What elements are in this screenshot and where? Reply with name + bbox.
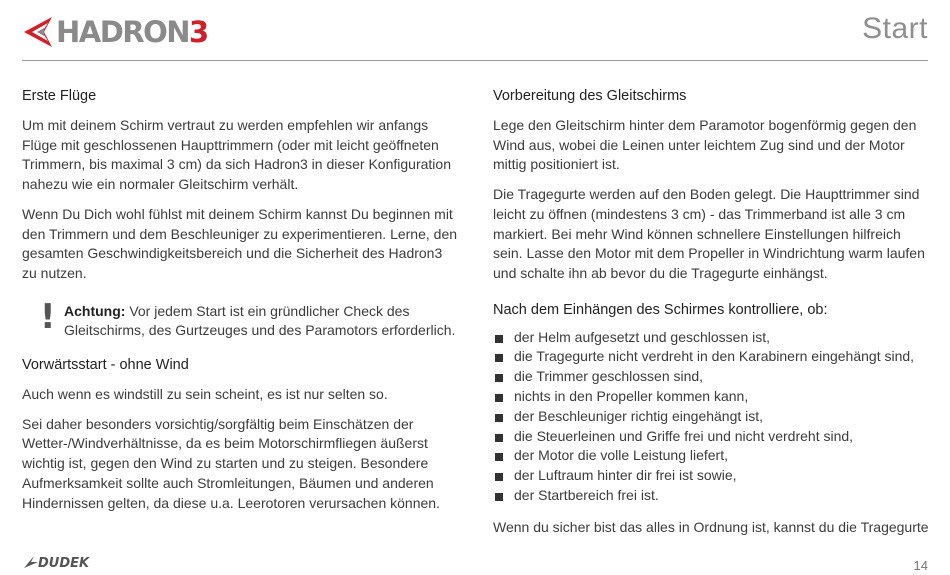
paragraph-erste-fluege-1: Um mit deinem Schirm vertraut zu werden empfehlen wir anfangs Flüge mit geschlossenen Haupttrimmern (oder mit leicht geöffneten Trimmern, bis maximal 3 cm) da sich Hadron3 in dieser Konfiguration nahezu wie ein normaler Gleitschirm verhält. [22, 117, 451, 193]
dudek-logo [22, 553, 94, 571]
warning-body: Vor jedem Start ist ein gründlicher Check des Gleitschirms, des Gurtzeuges und des Paramotors erforderlich. [64, 302, 456, 339]
list-item [493, 446, 929, 466]
heading-vorwaertsstart: Vorwärtsstart - ohne Wind [22, 357, 189, 374]
warning-note [22, 296, 462, 341]
list-item-text: die Tragegurte nicht verdreht in den Karabinern eingehängt sind, [514, 348, 915, 365]
paragraph-vorbereitung-2: Die Tragegurte werden auf den Boden gelegt. Die Haupttrimmer sind leicht zu öffnen (mindestens 3 cm) - das Trimmerband ist alle 3 cm markiert. Bei mehr Wind können schnellere Einstellungen hilfreich sein. Lasse den Motor mit dem Propeller in Windrichtung warm laufen und schalte ihn ab bevor du die Tragegurte einhängst. [493, 186, 925, 281]
page-number: 14 [913, 558, 928, 573]
square-bullet-icon [495, 374, 503, 382]
list-item-text: die Trimmer geschlossen sind, [514, 368, 704, 385]
logo-brand-text: HADRON [56, 14, 190, 49]
preflight-checklist [493, 328, 929, 506]
paragraph-vorwaertsstart-2: Sei daher besonders vorsichtig/sorgfältig beim Einschätzen der Wetter-/Windverhältnisse, da es beim Motorschirmfliegen äußerst wichtig ist, gegen den Wind zu starten und zu steigen. Besondere Aufmerksamkeit sollte auch Stromleitungen, Bäumen und anderen Hindernissen gelten, da diese u.a. Leerotoren verursachen können. [22, 415, 440, 511]
list-item [493, 328, 929, 348]
list-item-text: der Motor die volle Leistung liefert, [514, 447, 728, 464]
list-item-text: der Beschleuniger richtig eingehängt ist, [514, 407, 764, 424]
header-divider [22, 60, 928, 61]
paragraph-closing: Wenn du sicher bist das alles in Ordnung ist, kannst du die Tragegurte [493, 518, 929, 535]
list-item-text: der Luftraum hinter dir frei ist sowie, [514, 467, 737, 484]
list-item [493, 407, 929, 427]
paragraph-erste-fluege-2-main: Wenn Du Dich wohl fühlst mit deinem Schirm kannst Du beginnen mit den Trimmern und dem Beschleuniger zu experimentieren. Lerne, den gesamten Geschwindigkeitsbereich und die Sicherheit des Hadron3 [22, 205, 458, 262]
warning-label: Achtung: [64, 302, 126, 319]
square-bullet-icon [495, 453, 503, 461]
list-item [493, 427, 929, 447]
list-item-text: die Steuerleinen und Griffe frei und nicht verdreht sind, [514, 427, 854, 444]
list-item [493, 367, 929, 387]
list-item [493, 486, 929, 506]
right-column [493, 86, 929, 548]
hadron3-logo [22, 13, 208, 51]
hadron-arrow-icon [22, 15, 54, 49]
square-bullet-icon [495, 354, 503, 362]
logo-wordmark [56, 14, 208, 49]
heading-erste-fluege: Erste Flüge [22, 88, 97, 104]
square-bullet-icon [495, 414, 503, 422]
logo-brand-number: 3 [189, 14, 208, 49]
list-item [493, 347, 929, 367]
warning-text [64, 302, 462, 341]
paragraph-vorbereitung-1: Lege den Gleitschirm hinter dem Paramotor bogenförmig gegen den Wind aus, wobei die Leinen unter leichtem Zug sind und der Motor mittig positioniert ist. [493, 117, 917, 173]
square-bullet-icon [495, 335, 503, 343]
paragraph-erste-fluege-2 [22, 205, 462, 284]
list-item [493, 387, 929, 407]
heading-vorbereitung: Vorbereitung des Gleitschirms [493, 88, 687, 104]
list-item-text: nichts in den Propeller kommen kann, [514, 388, 749, 405]
list-item-text: der Helm aufgesetzt und geschlossen ist, [514, 328, 771, 345]
exclamation-icon: ! [40, 296, 56, 337]
heading-checklist: Nach dem Einhängen des Schirmes kontrolliere, ob: [493, 301, 828, 318]
square-bullet-icon [495, 394, 503, 402]
left-column [22, 86, 462, 523]
paragraph-erste-fluege-2-tail: zu nutzen. [22, 264, 87, 281]
square-bullet-icon [495, 493, 503, 501]
page-title: Start [862, 12, 928, 45]
square-bullet-icon [495, 473, 503, 481]
dudek-logo-text: DUDEK [38, 556, 90, 571]
list-item-text: der Startbereich frei ist. [514, 487, 659, 503]
paragraph-vorwaertsstart-1: Auch wenn es windstill zu sein scheint, es ist nur selten so. [22, 386, 388, 403]
square-bullet-icon [495, 434, 503, 442]
list-item [493, 466, 929, 486]
